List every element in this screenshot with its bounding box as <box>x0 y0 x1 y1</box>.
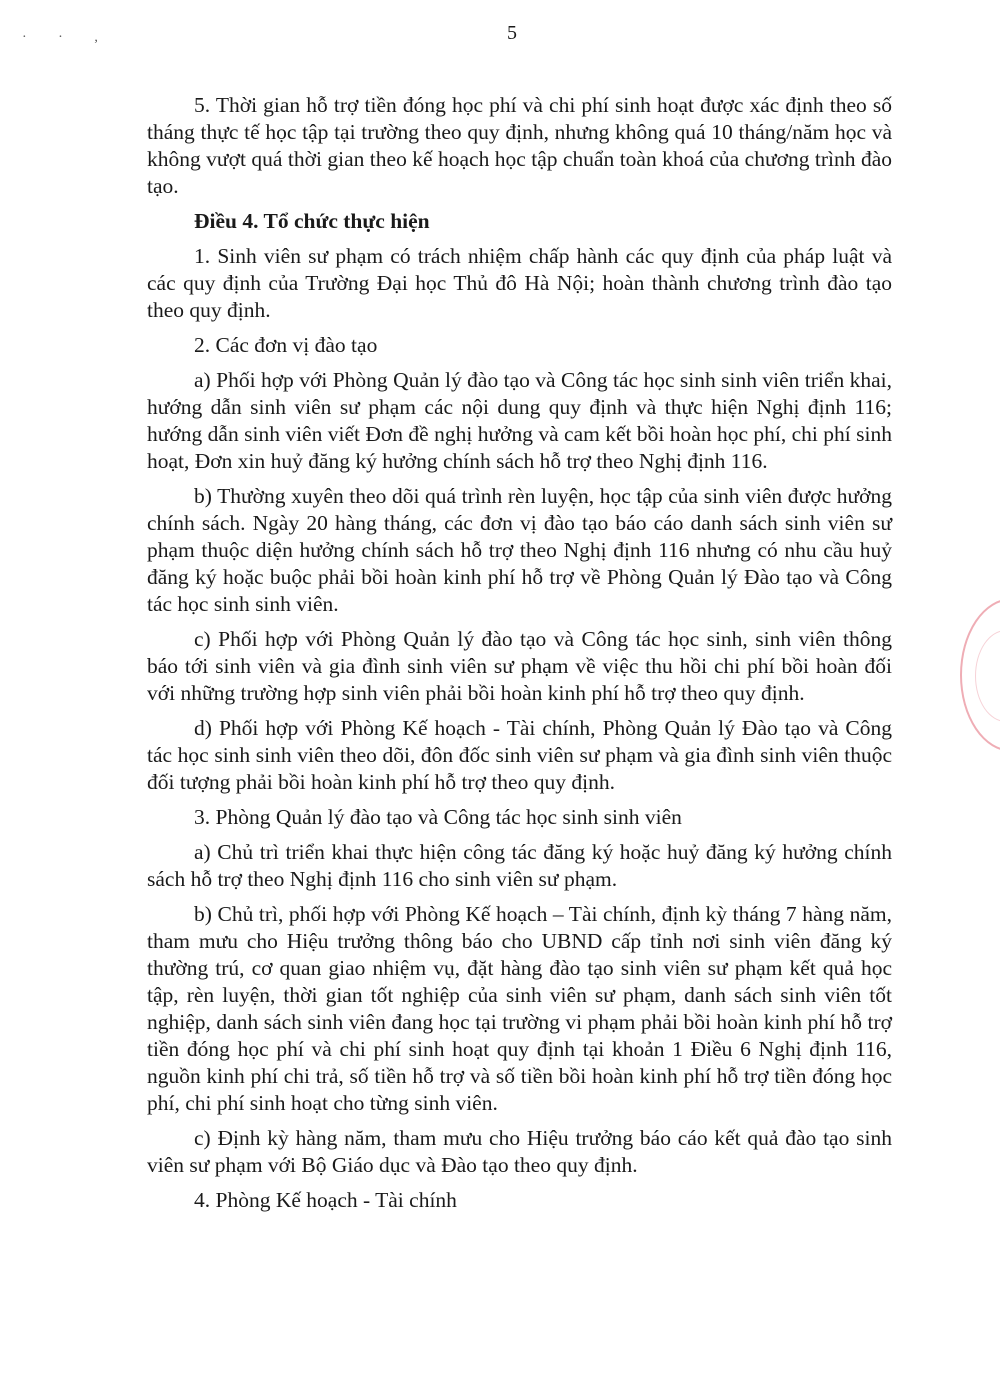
scan-marks: · · , <box>22 30 112 45</box>
paragraph-4-3-b: b) Chủ trì, phối hợp với Phòng Kế hoạch – Tài chính, định kỳ tháng 7 hàng năm, tham mưu cho Hiệu trưởng thông báo cho UBND cấp tỉnh nơi sinh viên đăng ký thường trú, cơ quan giao nhiệm vụ, đặt hàng đào tạo sinh viên sư phạm kết quả học tập, rèn luyện, thời gian tốt nghiệp của sinh viên sư phạm, danh sách sinh viên tốt nghiệp, danh sách sinh viên đang học tại trường vi phạm phải bồi hoàn kinh phí hỗ trợ tiền đóng học phí và chi phí sinh hoạt quy định tại khoản 1 Điều 6 Nghị định 116, nguồn kinh phí chi trả, số tiền hỗ trợ và số tiền bồi hoàn kinh phí hỗ trợ tiền đóng học phí, chi phí sinh hoạt cho từng sinh viên. <box>147 902 892 1115</box>
page-number: 5 <box>507 22 517 44</box>
paragraph-4-2-a: a) Phối hợp với Phòng Quản lý đào tạo và Công tác học sinh sinh viên triển khai, hướng dẫn sinh viên sư phạm các nội dung quy định và thực hiện Nghị định 116; hướng dẫn sinh viên viết Đơn đề nghị hưởng và cam kết bồi hoàn học phí, chi phí sinh hoạt, Đơn xin huỷ đăng ký hưởng chính sách hỗ trợ theo Nghị định 116. <box>147 368 892 473</box>
paragraph-4-3-a: a) Chủ trì triển khai thực hiện công tác đăng ký hoặc huỷ đăng ký hưởng chính sách hỗ trợ theo Nghị định 116 cho sinh viên sư phạm. <box>147 840 892 891</box>
paragraph-4-2-c: c) Phối hợp với Phòng Quản lý đào tạo và Công tác học sinh, sinh viên thông báo tới sinh viên và gia đình sinh viên sư phạm về việc thu hồi chi phí bồi hoàn đối với những trường hợp sinh viên phải bồi hoàn kinh phí hỗ trợ theo quy định. <box>147 627 892 705</box>
paragraph-4-3: 3. Phòng Quản lý đào tạo và Công tác học sinh sinh viên <box>194 805 682 829</box>
article-4-heading: Điều 4. Tổ chức thực hiện <box>194 209 430 233</box>
paragraph-4-3-c: c) Định kỳ hàng năm, tham mưu cho Hiệu trưởng báo cáo kết quả đào tạo sinh viên sư phạm với Bộ Giáo dục và Đào tạo theo quy định. <box>147 1126 892 1177</box>
paragraph-4-2-b: b) Thường xuyên theo dõi quá trình rèn luyện, học tập của sinh viên được hưởng chính sách. Ngày 20 hàng tháng, các đơn vị đào tạo báo cáo danh sách sinh viên sư phạm thuộc diện hưởng chính sách hỗ trợ theo Nghị định 116 nhưng có nhu cầu huỷ đăng ký hoặc buộc phải bồi hoàn kinh phí hỗ trợ về Phòng Quản lý Đào tạo và Công tác học sinh sinh viên. <box>147 484 892 616</box>
paragraph-4-2: 2. Các đơn vị đào tạo <box>194 333 378 357</box>
paragraph-4-1: 1. Sinh viên sư phạm có trách nhiệm chấp hành các quy định của pháp luật và các quy định của Trường Đại học Thủ đô Hà Nội; hoàn thành chương trình đào tạo theo quy định. <box>147 244 892 322</box>
paragraph-5-time: 5. Thời gian hỗ trợ tiền đóng học phí và chi phí sinh hoạt được xác định theo số tháng thực tế học tập tại trường theo quy định, nhưng không quá 10 tháng/năm học và không vượt quá thời gian theo kế hoạch học tập chuẩn toàn khoá của chương trình đào tạo. <box>147 93 892 198</box>
document-body <box>147 92 892 1222</box>
paragraph-4-4: 4. Phòng Kế hoạch - Tài chính <box>194 1188 457 1212</box>
paragraph-4-2-d: d) Phối hợp với Phòng Kế hoạch - Tài chính, Phòng Quản lý Đào tạo và Công tác học sinh sinh viên theo dõi, đôn đốc sinh viên sư phạm và gia đình sinh viên thuộc đối tượng phải bồi hoàn kinh phí hỗ trợ theo quy định. <box>147 716 892 794</box>
